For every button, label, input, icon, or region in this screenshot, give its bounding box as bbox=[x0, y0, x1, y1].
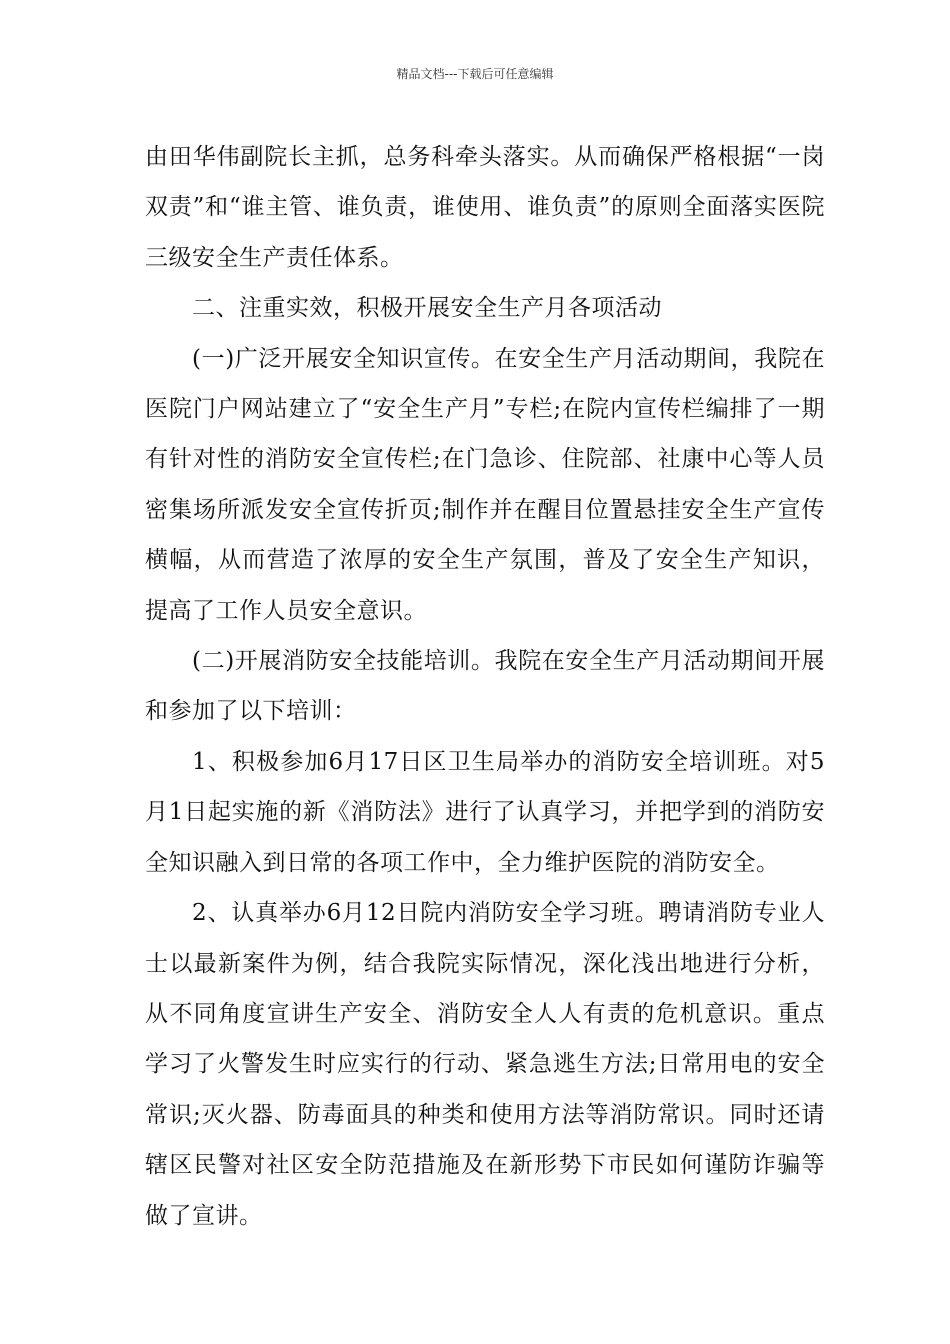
paragraph-item-2: 2、认真举办6月12日院内消防安全学习班。聘请消防专业人士以最新案件为例，结合我院实际情况，深化浅出地进行分析，从不同角度宣讲生产安全、消防安全人人有责的危机意识。重点学习了火警发生时应实行的行动、紧急逃生方法;日常用电的安全常识;灭火器、防毒面具的种类和使用方法等消防常识。同时还请辖区民警对社区安全防范措施及在新形势下市民如何谨防诈骗等做了宣讲。 bbox=[145, 900, 825, 1229]
page-header: 精品文档---下载后可任意编辑 bbox=[396, 67, 554, 81]
document-body bbox=[145, 132, 825, 1241]
paragraph-publicity: (一)广泛开展安全知识宣传。在安全生产月活动期间，我院在医院门户网站建立了“安全生产月”专栏;在院内宣传栏编排了一期有针对性的消防安全宣传栏;在门急诊、住院部、社康中心等人员密集场所派发安全宣传折页;制作并在醒目位置悬挂安全生产宣传横幅，从而营造了浓厚的安全生产氛围，普及了安全生产知识，提高了工作人员安全意识。 bbox=[145, 345, 825, 624]
paragraph-continuation: 由田华伟副院长主抓，总务科牵头落实。从而确保严格根据“一岗双责”和“谁主管、谁负责，谁使用、谁负责”的原则全面落实医院三级安全生产责任体系。 bbox=[145, 144, 825, 271]
paragraph-item-1: 1、积极参加6月17日区卫生局举办的消防安全培训班。对5月1日起实施的新《消防法》进行了认真学习，并把学到的消防安全知识融入到日常的各项工作中，全力维护医院的消防安全。 bbox=[145, 748, 825, 876]
section-heading: 二、注重实效，积极开展安全生产月各项活动 bbox=[192, 295, 662, 322]
paragraph-training: (二)开展消防安全技能培训。我院在安全生产月活动期间开展和参加了以下培训： bbox=[145, 648, 825, 725]
